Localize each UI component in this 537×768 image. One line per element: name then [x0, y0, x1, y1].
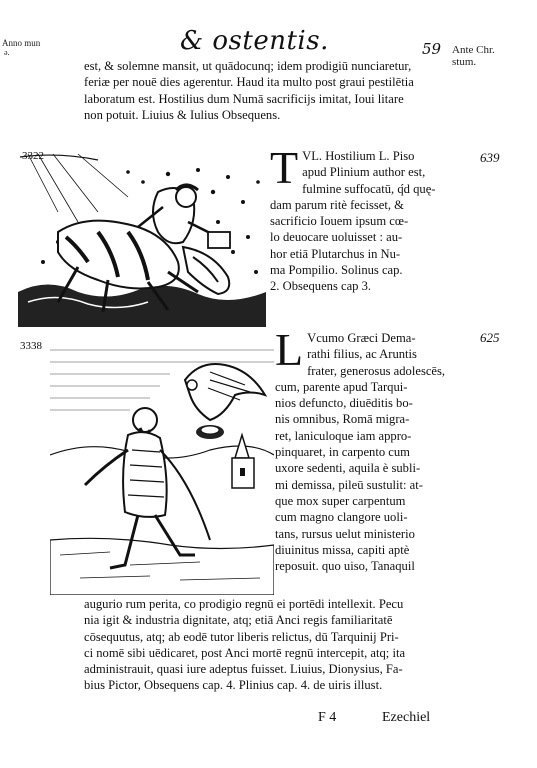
- margin-mark: ǝ.: [2, 48, 10, 57]
- text-line: uxore sedenti, aquila è subli-: [275, 461, 421, 476]
- text-line: nis omnibus, Romā migra-: [275, 412, 410, 427]
- margin-note-anno-mundi: Anno mun: [2, 38, 41, 48]
- text-line: non potuit. Liuius & Iulius Obsequens.: [84, 107, 281, 122]
- year-marker: 639: [480, 150, 500, 165]
- text-line: cōsequutus, atq; ab eodē tutor liberis relictus, dū Tarquinij Pri-: [84, 629, 399, 644]
- text-line: fulmine suffocatū, q́d quę-: [302, 181, 436, 196]
- text-line: pinquaret, in carpento cum: [275, 445, 410, 460]
- text-line: rathi filius, ac Aruntis: [307, 347, 417, 362]
- text-line: nios defuncto, diuēditis bo-: [275, 396, 413, 411]
- text-line: ci nomē sibi uēdicaret, post Anci mortē regnū intercepit, atq; ita: [84, 645, 406, 660]
- woodcut-lightning-horseman: [18, 152, 266, 327]
- text-line: apud Plinium author est,: [302, 165, 426, 180]
- text-line: hor etiā Plutarchus in Nu-: [270, 246, 401, 261]
- folio-number: 59: [422, 40, 442, 58]
- text-line: administrauit, quasi iure adeptus fuisset. Liuius, Dionysius, Fa-: [84, 662, 403, 677]
- text-line: ret, laniculoque iam appro-: [275, 428, 412, 443]
- drop-cap: L: [275, 324, 304, 375]
- text-line: augurio rum perita, co prodigio regnū ei portēdi intellexit. Pecu: [84, 597, 404, 611]
- paragraph-continued: [84, 58, 414, 123]
- text-line: lo deuocare uoluisset : au-: [270, 230, 403, 245]
- text-line: ma Pompilio. Solinus cap.: [270, 263, 403, 278]
- text-line: reposuit. quo uiso, Tanaquil: [275, 559, 415, 574]
- text-line: cum magno clangore uoli-: [275, 510, 408, 525]
- text-line: nia igit & industria dignitate, atq; etiā Anci regis familiaritatē: [84, 613, 393, 628]
- line-number: 3322: [22, 150, 44, 162]
- section-lucumo: [275, 324, 475, 574]
- text-line: frater, generosus adolescēs,: [307, 363, 446, 378]
- text-line: dam parum ritè fecisset, &: [270, 197, 404, 212]
- text-line: laboratum est. Hostilius dum Numā sacrificijs imitat, Ioui litare: [84, 91, 404, 106]
- woodcut-eagle-traveler: [50, 340, 274, 595]
- text-line: sacrificio Iouem ipsum cœ-: [270, 214, 409, 229]
- year-marker: 625: [480, 330, 500, 345]
- text-line: cum, parente apud Tarqui-: [275, 379, 408, 394]
- text-line: Vcumo Græci Dema-: [307, 331, 416, 345]
- text-line: VL. Hostilium L. Piso: [302, 149, 415, 163]
- text-line: diuinitus missa, capiti aptè: [275, 542, 410, 557]
- line-number: 3338: [20, 340, 42, 352]
- text-line: mi demissa, pileū sustulit: at-: [275, 477, 423, 492]
- signature-mark: F 4: [318, 710, 337, 725]
- running-head: & ostentis.: [180, 26, 329, 56]
- text-line: feriæ per nouē dies agerentur. Haud ita multo post graui pestilētia: [84, 75, 414, 90]
- text-line: est, & solemne mansit, ut quādocunq; idem prodigiū nunciaretur,: [84, 59, 412, 73]
- text-line: que mox super carpentum: [275, 493, 406, 508]
- drop-cap: T: [270, 142, 299, 193]
- catchword: Ezechiel: [382, 710, 431, 725]
- margin-note-line: stum.: [452, 56, 477, 68]
- margin-note-ante-christum: [452, 44, 495, 68]
- text-line: tans, rursus uelut ministerio: [275, 526, 415, 541]
- margin-note-line: Ante Chr.: [452, 44, 495, 56]
- paragraph-tarquinius: [84, 596, 405, 694]
- text-line: bius Pictor, Obsequens cap. 4. Plinius cap. 4. de uiris illust.: [84, 678, 383, 693]
- text-line: 2. Obsequens cap 3.: [270, 279, 372, 294]
- section-hostilius: [270, 142, 470, 295]
